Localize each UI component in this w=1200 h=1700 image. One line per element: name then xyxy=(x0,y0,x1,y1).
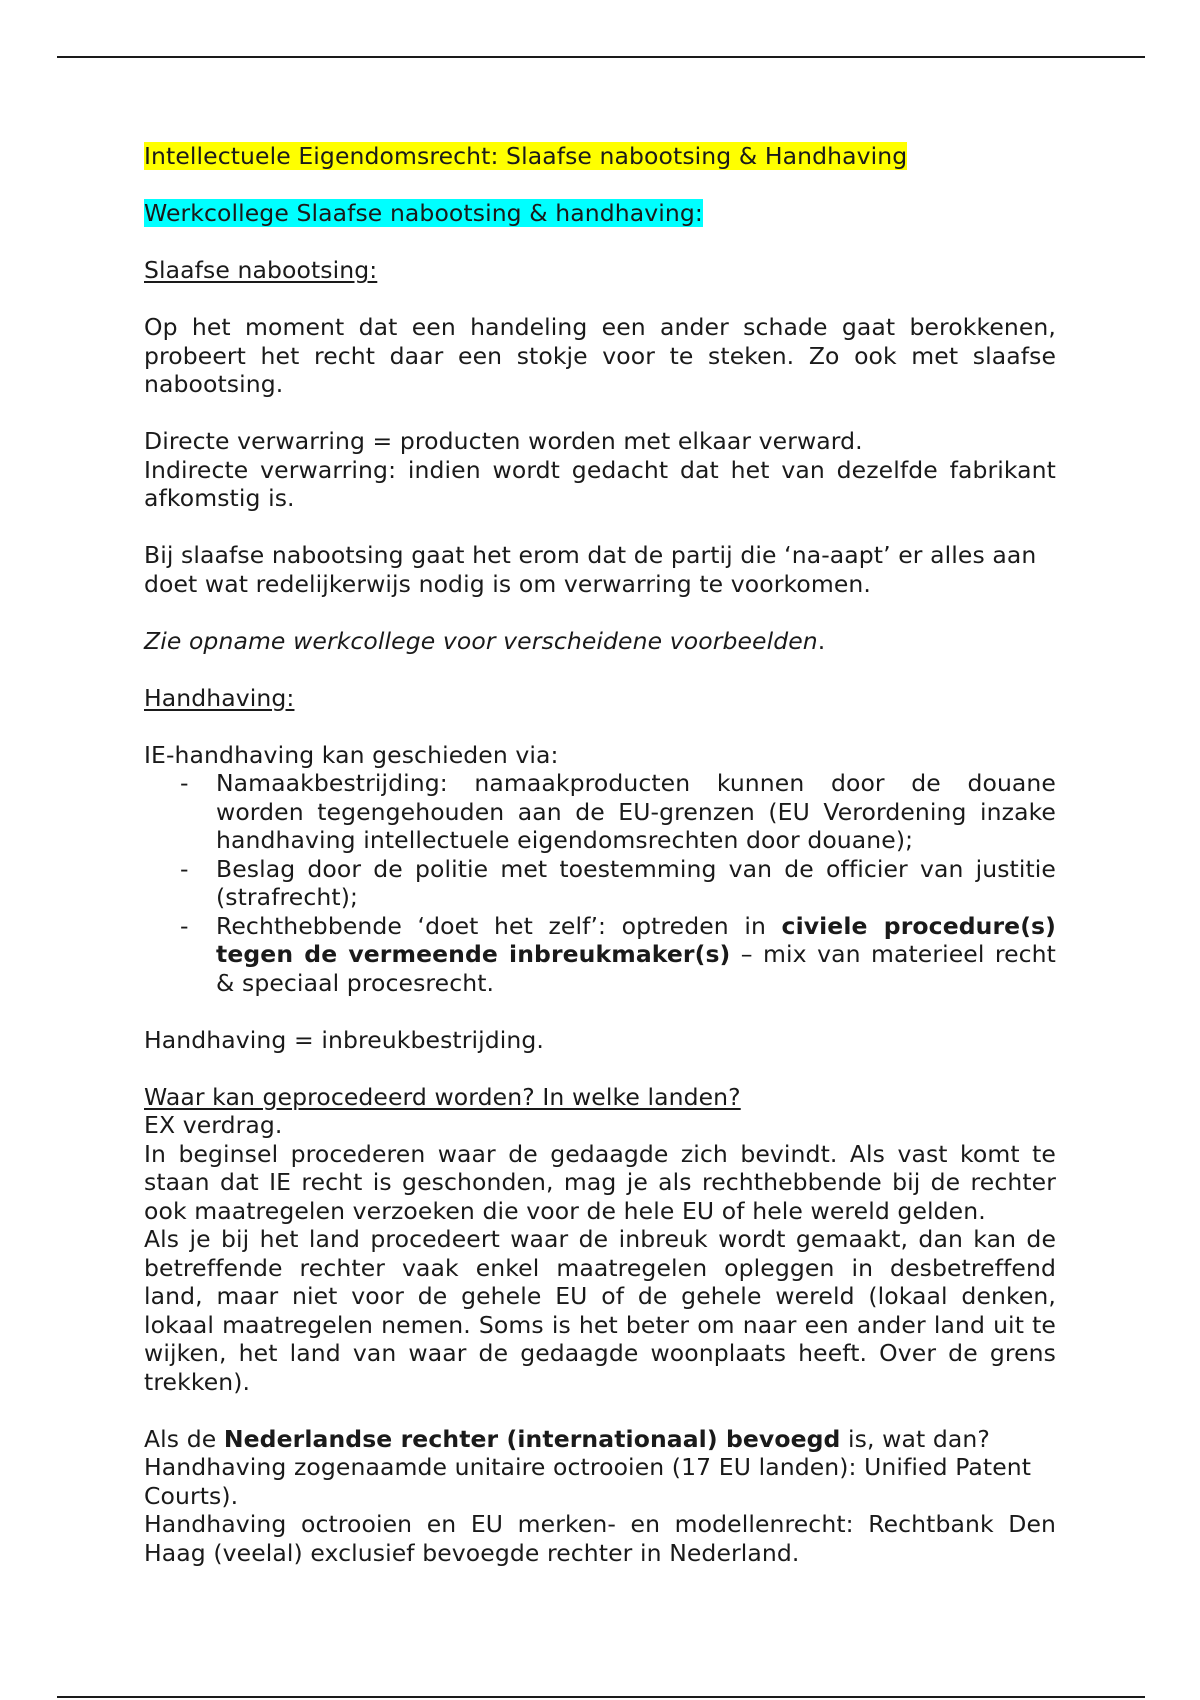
paragraph-note: Zie opname werkcollege voor verscheidene voorbeelden. xyxy=(144,626,826,655)
list-item: - Namaakbestrijding: namaakproducten kunnen door de douane worden tegengehouden aan de EU-grenzen (EU Verordening inzake handhaving intellectuele eigendomsrechten door douane); xyxy=(180,769,1056,854)
handhaving-list xyxy=(144,769,1056,997)
section-heading-slaafse-nabootsing: Slaafse nabootsing: xyxy=(144,256,378,284)
document-title: Intellectuele Eigendomsrecht: Slaafse nabootsing & Handhaving xyxy=(144,142,908,170)
header-rule xyxy=(57,56,1145,58)
list-item: - Rechthebbende ‘doet het zelf’: optreden in civiele procedure(s) tegen de vermeende inbreukmaker(s) – mix van materieel recht & speciaal procesrecht. xyxy=(180,911,1056,997)
dash-marker: - xyxy=(180,769,189,797)
dash-marker: - xyxy=(180,854,189,883)
paragraph: Handhaving zogenaamde unitaire octrooien (17 EU landen): Unified Patent Courts). xyxy=(144,1453,1032,1510)
paragraph: In beginsel procederen waar de gedaagde zich bevindt. Als vast komt te staan dat IE recht is geschonden, mag je als rechthebbende bij de rechter ook maatregelen verzoeken die voor de hele EU of hele wereld gelden. xyxy=(144,1139,1056,1225)
document-body xyxy=(144,142,1056,1567)
paragraph: Indirecte verwarring: indien wordt gedacht dat het van dezelfde fabrikant afkomstig is. xyxy=(144,455,1056,512)
paragraph: Als je bij het land procedeert waar de inbreuk wordt gemaakt, dan kan de betreffende rechter vaak enkel maatregelen opleggen in desbetreffend land, maar niet voor de gehele EU of de gehele wereld (lokaal denken, lokaal maatregelen nemen. Soms is het beter om naar een ander land uit te wijken, het land van waar de gedaagde woonplaats heeft. Over de grens trekken). xyxy=(144,1225,1056,1396)
paragraph: Directe verwarring = producten worden met elkaar verward. xyxy=(144,427,863,455)
paragraph: Handhaving = inbreukbestrijding. xyxy=(144,1025,544,1054)
paragraph-question: Als de Nederlandse rechter (internationaal) bevoegd is, wat dan? xyxy=(144,1424,990,1453)
section-heading-handhaving: Handhaving: xyxy=(144,683,295,712)
paragraph: IE-handhaving kan geschieden via: xyxy=(144,740,559,769)
dash-marker: - xyxy=(180,911,189,940)
paragraph: EX verdrag. xyxy=(144,1111,283,1139)
list-item: - Beslag door de politie met toestemming van de officier van justitie (strafrecht); xyxy=(180,854,1056,911)
paragraph: Handhaving octrooien en EU merken- en modellenrecht: Rechtbank Den Haag (veelal) exclusief bevoegde rechter in Nederland. xyxy=(144,1510,1056,1567)
document-subtitle: Werkcollege Slaafse nabootsing & handhaving: xyxy=(144,199,703,227)
paragraph: Op het moment dat een handeling een ander schade gaat berokkenen, probeert het recht daar een stokje voor te steken. Zo ook met slaafse nabootsing. xyxy=(144,313,1056,398)
footer-rule xyxy=(57,1696,1145,1698)
section-heading-procederen: Waar kan geprocedeerd worden? In welke landen? xyxy=(144,1082,741,1111)
paragraph: Bij slaafse nabootsing gaat het erom dat de partij die ‘na-aapt’ er alles aan doet wat redelijkerwijs nodig is om verwarring te voorkomen. xyxy=(144,541,1037,598)
